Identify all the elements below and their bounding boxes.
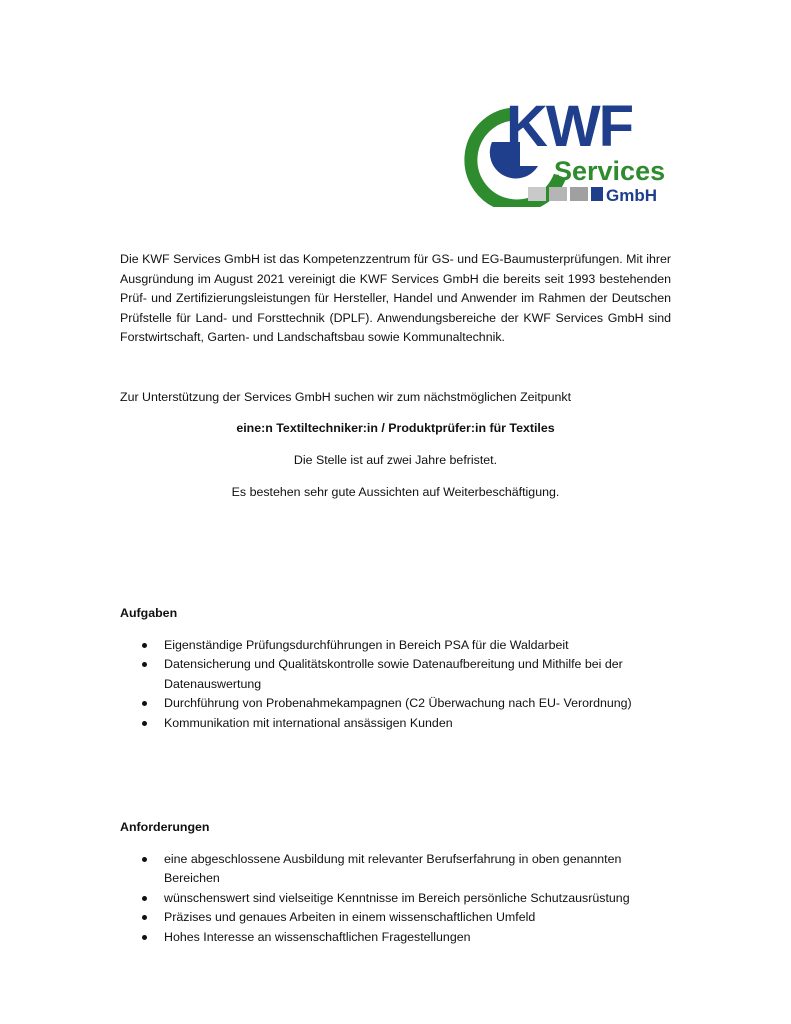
intro-paragraph: Die KWF Services GmbH ist das Kompetenzzentrum für GS- und EG-Baumusterprüfungen. Mit ihrer Ausgründung im August 2021 vereinigt die KWF Services GmbH die bereits seit 1993 bestehenden Prüf- und Zertifizierungsleistungen für Hersteller, Handel und Anwender im Rahmen der Deutschen Prüfstelle für Land- und Forsttechnik (DPLF). Anwendungsbereiche der KWF Services GmbH sind Forstwirtschaft, Garten- und Landschaftsbau sowie Kommunaltechnik. [120,252,671,345]
list-item: eine abgeschlossene Ausbildung mit relevanter Berufserfahrung in oben genannten Bereichen [120,850,640,889]
bullet-icon [142,662,147,667]
logo-gray-square [549,187,567,201]
contract-limit-note: Die Stelle ist auf zwei Jahre befristet. [293,453,498,467]
kwf-services-logo [462,92,672,207]
bullet-icon [142,896,147,901]
bullet-icon [142,643,147,648]
logo-text-gmbh: GmbH [606,186,657,205]
bullet-icon [142,915,147,920]
bullet-icon [142,701,147,706]
logo-text-kwf: KWF [506,94,633,159]
list-item: wünschenswert sind vielseitige Kenntnisse im Bereich persönliche Schutzausrüstung [120,889,640,908]
bullet-icon [142,721,147,726]
bullet-icon [142,935,147,940]
tasks-list [120,636,640,733]
logo-gray-square [528,187,546,201]
list-item: Hohes Interesse an wissenschaftlichen Fragestellungen [120,928,640,947]
list-item: Durchführung von Probenahmekampagnen (C2 Überwachung nach EU- Verordnung) [120,694,640,713]
requirements-heading: Anforderungen [120,820,210,834]
list-item: Datensicherung und Qualitätskontrolle sowie Datenaufbereitung und Mithilfe bei der Datenauswertung [120,655,640,694]
list-item: Präzises und genaues Arbeiten in einem wissenschaftlichen Umfeld [120,908,640,927]
list-item: Eigenständige Prüfungsdurchführungen in Bereich PSA für die Waldarbeit [120,636,640,655]
employment-outlook-note: Es bestehen sehr gute Aussichten auf Weiterbeschäftigung. [231,485,560,499]
list-item: Kommunikation mit international ansässigen Kunden [120,714,640,733]
logo-graphic [462,92,672,207]
requirements-list [120,850,640,947]
tasks-heading: Aufgaben [120,606,178,620]
logo-text-services: Services [554,156,666,186]
logo-blue-square [591,187,603,201]
logo-gray-square [570,187,588,201]
job-title: eine:n Textiltechniker:in / Produktprüfer:in für Textiles [236,421,555,435]
bullet-icon [142,857,147,862]
lead-sentence: Zur Unterstützung der Services GmbH suchen wir zum nächstmöglichen Zeitpunkt [120,390,572,404]
